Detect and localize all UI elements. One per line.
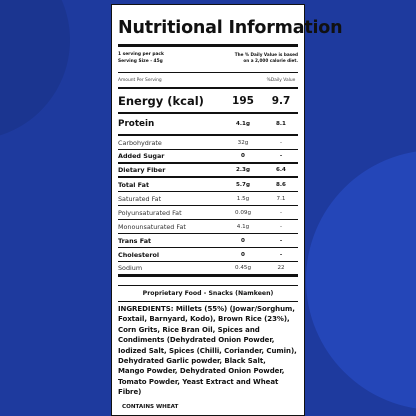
column-header [118,73,298,89]
nutrient-daily-value: - [279,209,283,216]
nutrient-daily-value: 8.1 [276,121,286,127]
amount-per-serving-header: Amount Per Serving [118,78,162,83]
nutrient-daily-value: - [279,237,283,244]
ingredients-line: Mango Powder, Dehydrated Onion Powder, [118,367,285,376]
nutrient-daily-value: 9.7 [271,94,291,107]
nutrient-daily-value: - [279,223,283,230]
nutrient-row-cholesterol [118,248,298,262]
allergen-statement: CONTAINS WHEAT [122,403,179,410]
nutrient-amount: 5.7g [236,181,250,188]
nutrient-name: Trans Fat [118,236,152,245]
nutrient-amount: 0 [241,251,245,258]
serving-info [118,47,298,73]
background-shape [306,150,416,410]
nutrition-label [111,4,343,416]
nutrient-row-carbohydrate [118,136,298,150]
nutrient-row-polyunsaturated-fat [118,206,298,220]
ingredients-line: Tomato Powder, Yeast Extract and Wheat Fibre) [118,377,279,397]
nutrient-row-sodium [118,262,298,277]
nutrient-amount: 0.45g [234,265,251,271]
nutrient-daily-value: 8.6 [276,181,286,188]
nutrient-daily-value: - [279,251,283,258]
nutrient-name: Energy (kcal) [118,93,204,108]
nutrient-row-added-sugar [118,150,298,164]
nutrient-name: Added Sugar [118,152,165,160]
nutrient-amount: 4.1g [236,223,250,230]
nutrient-name: Total Fat [118,180,150,189]
nutrient-name: Carbohydrate [118,138,162,147]
nutrient-daily-value: 6.4 [276,167,286,173]
ingredients-line: Corn Grits, Rice Bran Oil, Spices and [118,325,260,334]
ingredients-line: Condiments (Dehydrated Onion Powder, [118,336,275,345]
nutrient-daily-value: - [279,153,283,159]
nutrient-amount: 2.3g [236,167,250,173]
nutrient-amount: 0 [241,237,245,244]
nutrient-name: Sodium [118,264,143,272]
nutrient-amount: 0.09g [234,209,251,216]
food-category: Proprietary Food - Snacks (Namkeen) [118,286,298,302]
label-title: Nutritional Information [118,5,298,47]
nutrient-amount: 0 [241,153,245,159]
ingredients-line: Dehydrated Garlic powder, Black Salt, [118,357,266,366]
nutrient-row-monounsaturated-fat [118,220,298,234]
daily-value-note: The % Daily Value is based on a 2,000 calorie diet. [234,52,298,63]
serving-size: Serving Size - 45g [118,58,163,64]
nutrient-daily-value: 7.1 [276,195,286,202]
nutrient-name: Cholesterol [118,250,160,259]
nutrient-name: Monounsaturated Fat [118,222,186,231]
ingredients-line: Foxtail, Barnyard, Kodo), Brown Rice (23%), [118,315,290,324]
nutrient-amount: 32g [237,139,249,146]
nutrient-name: Dietary Fiber [118,166,166,174]
nutrient-row-saturated-fat [118,192,298,206]
nutrient-amount: 195 [232,94,254,107]
nutrient-name: Saturated Fat [118,194,162,203]
ingredients-line: INGREDIENTS: Millets (55%) (Jowar/Sorghum, [118,305,295,313]
nutrient-amount: 1.5g [236,195,250,202]
ingredients-list [118,302,298,398]
nutrient-row-trans-fat [118,234,298,248]
nutrient-daily-value: 22 [277,265,285,271]
ingredients-line: Iodized Salt, Spices (Chilli, Coriander, Cumin), [118,346,297,355]
nutrient-name: Protein [118,119,155,129]
nutrient-daily-value: - [279,139,283,146]
nutrient-row-protein [118,114,298,136]
nutrient-row-energy [118,89,298,114]
background-shape [0,0,70,140]
nutrient-row-dietary-fiber [118,164,298,178]
divider [118,277,298,286]
nutrient-row-total-fat [118,178,298,192]
servings-per-pack: 1 serving per pack [118,52,164,57]
nutrient-name: Polyunsaturated Fat [118,208,182,217]
nutrient-amount: 4.1g [236,121,250,127]
daily-value-header: %Daily Value [266,78,296,83]
